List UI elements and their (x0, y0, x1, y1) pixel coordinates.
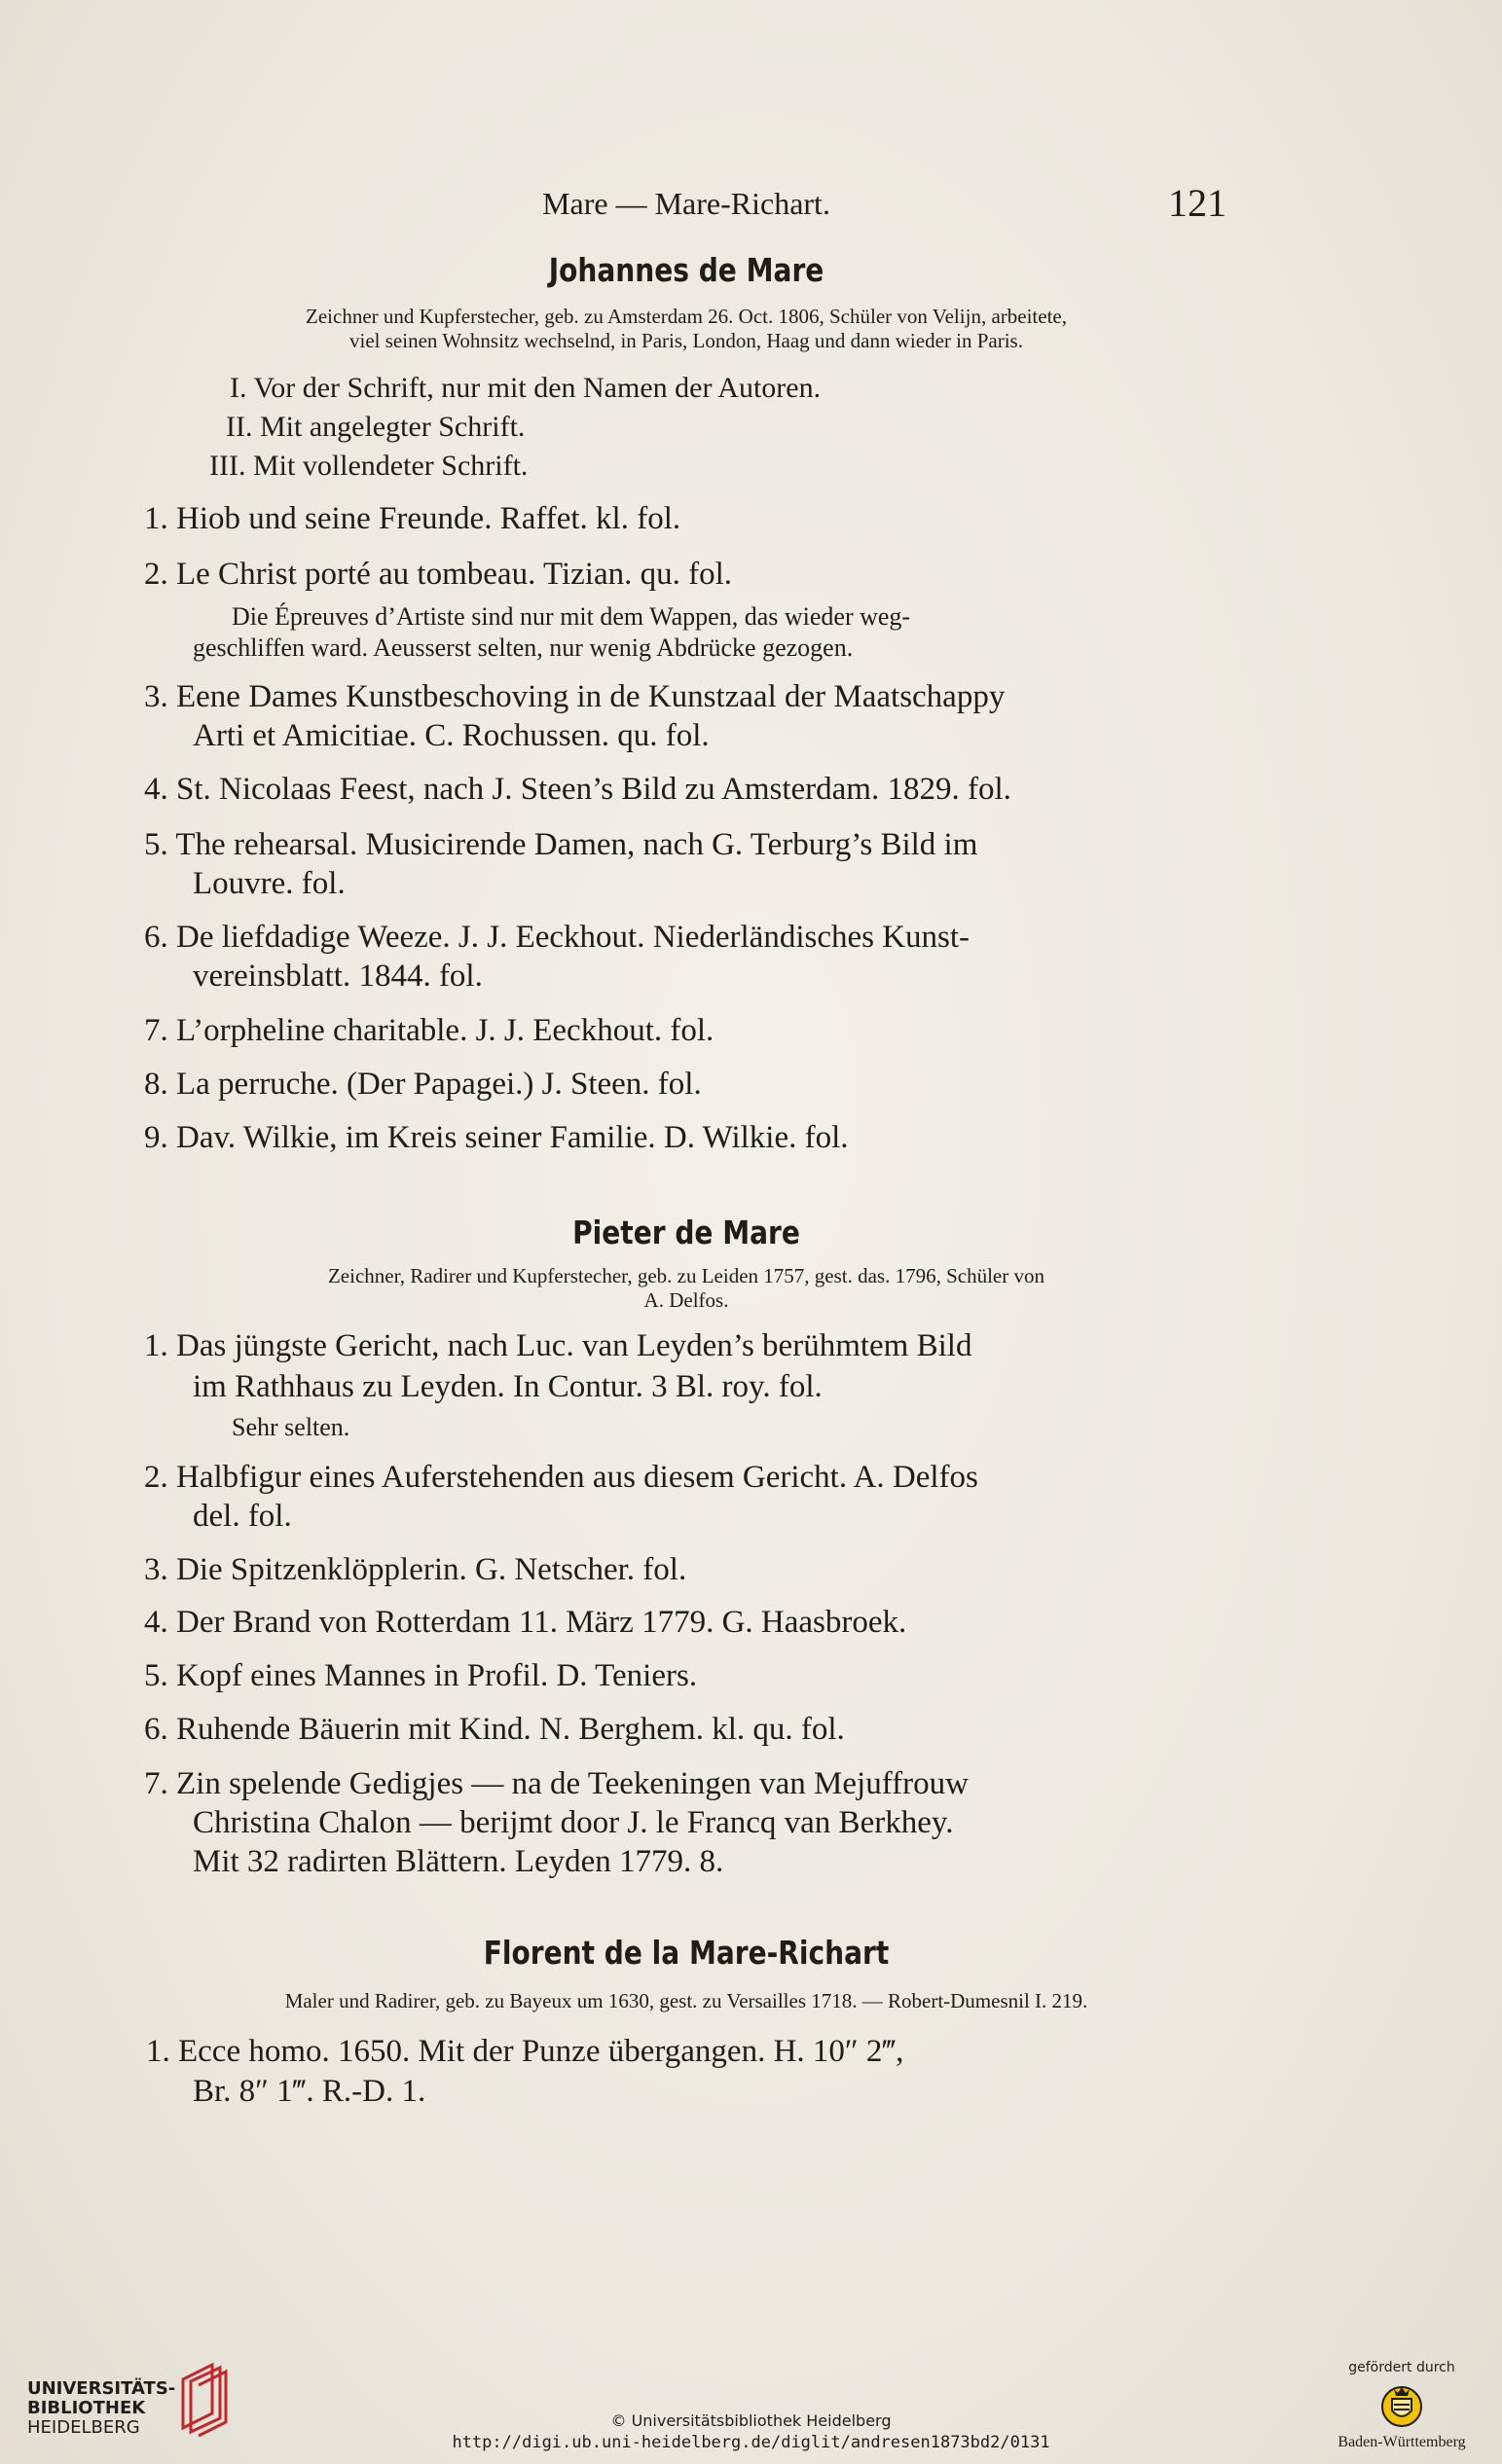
section-heading-florent: Florent de la Mare-Richart (483, 1934, 890, 1972)
catalogue-entry: 5. The rehearsal. Musicirende Damen, nach G. Terburg’s Bild im (144, 827, 978, 862)
catalogue-entry: 2. Halbfigur eines Auferstehenden aus diesem Gericht. A. Delfos (144, 1460, 978, 1495)
catalogue-entry: im Rathhaus zu Leyden. In Contur. 3 Bl. roy. fol. (193, 1369, 823, 1404)
funded-by-label: gefördert durch (1348, 2360, 1455, 2375)
bio-line: A. Delfos. (643, 1288, 729, 1312)
page-number: 121 (1168, 181, 1227, 225)
catalogue-entry: Louvre. fol. (193, 866, 346, 901)
bio-line: Zeichner und Kupferstecher, geb. zu Amsterdam 26. Oct. 1806, Schüler von Velijn, arbeitete, (306, 305, 1067, 328)
entry-note: geschliffen ward. Aeusserst selten, nur wenig Abdrücke gezogen. (193, 634, 854, 662)
catalogue-entry: 1. Ecce homo. 1650. Mit der Punze übergangen. H. 10″ 2‴, (146, 2034, 904, 2069)
state-name: Baden-Württemberg (1337, 2434, 1466, 2450)
state-line: II. Mit angelegter Schrift. (226, 411, 526, 443)
bio-line: viel seinen Wohnsitz wechselnd, in Paris, London, Haag und dann wieder in Paris. (349, 329, 1023, 352)
entry-note: Die Épreuves d’Artiste sind nur mit dem Wappen, das wieder weg- (232, 602, 911, 631)
catalogue-entry: 7. L’orpheline charitable. J. J. Eeckhout. fol. (144, 1013, 714, 1048)
bio-line: Zeichner, Radirer und Kupferstecher, geb. zu Leiden 1757, gest. das. 1796, Schüler von (327, 1264, 1044, 1287)
catalogue-entry: vereinsblatt. 1844. fol. (193, 959, 483, 994)
copyright-notice: © Universitätsbibliothek Heidelberg (610, 2411, 892, 2430)
catalogue-entry: 9. Dav. Wilkie, im Kreis seiner Familie. D. Wilkie. fol. (144, 1120, 849, 1155)
section-heading-pieter: Pieter de Mare (572, 1214, 800, 1251)
catalogue-entry: 6. Ruhende Bäuerin mit Kind. N. Berghem. kl. qu. fol. (144, 1712, 845, 1747)
state-line: III. Mit vollendeter Schrift. (209, 450, 529, 482)
catalogue-entry: 1. Das jüngste Gericht, nach Luc. van Leyden’s berühmtem Bild (144, 1328, 972, 1363)
catalogue-entry: 3. Eene Dames Kunstbeschoving in de Kunstzaal der Maatschappy (144, 679, 1006, 714)
running-title: Mare — Mare-Richart. (542, 186, 830, 221)
entry-note: Sehr selten. (232, 1413, 350, 1441)
catalogue-entry: Arti et Amicitiae. C. Rochussen. qu. fol. (193, 718, 710, 753)
state-line: I. Vor der Schrift, nur mit den Namen der Autoren. (230, 372, 822, 404)
catalogue-entry: 7. Zin spelende Gedigjes — na de Teekeningen van Mejuffrouw (144, 1766, 969, 1801)
running-head (146, 180, 1227, 229)
catalogue-entry: 8. La perruche. (Der Papagei.) J. Steen. fol. (144, 1067, 702, 1102)
catalogue-entry: del. fol. (193, 1499, 292, 1534)
permalink[interactable]: http://digi.ub.uni-heidelberg.de/diglit/andresen1873bd2/0131 (452, 2433, 1050, 2452)
catalogue-entry: 4. St. Nicolaas Feest, nach J. Steen’s Bild zu Amsterdam. 1829. fol. (144, 772, 1011, 807)
catalogue-entry: 1. Hiob und seine Freunde. Raffet. kl. fol. (144, 501, 681, 536)
catalogue-entry: Christina Chalon — berijmt door J. le Francq van Berkhey. (193, 1805, 954, 1840)
catalogue-entry: 3. Die Spitzenklöpplerin. G. Netscher. fol. (144, 1552, 687, 1587)
catalogue-entry: 2. Le Christ porté au tombeau. Tizian. qu. fol. (144, 557, 733, 592)
catalogue-entry: Mit 32 radirten Blättern. Leyden 1779. 8. (193, 1844, 724, 1879)
catalogue-entry: 6. De liefdadige Weeze. J. J. Eeckhout. Niederländisches Kunst- (144, 920, 971, 955)
funding-logo[interactable] (1314, 2360, 1489, 2457)
coat-of-arms-icon (1380, 2381, 1423, 2428)
library-name: UNIVERSITÄTS- BIBLIOTHEK HEIDELBERG (27, 2378, 176, 2438)
catalogue-entry: 4. Der Brand von Rotterdam 11. März 1779. G. Haasbroek. (144, 1605, 907, 1640)
catalogue-entry: Br. 8″ 1‴. R.-D. 1. (193, 2074, 426, 2109)
bio-line: Maler und Radirer, geb. zu Bayeux um 1630, gest. zu Versailles 1718. — Robert-Dumesnil I. 219. (284, 1989, 1088, 2012)
section-heading-johannes: Johannes de Mare (548, 251, 824, 289)
catalogue-entry: 5. Kopf eines Mannes in Profil. D. Teniers. (144, 1658, 698, 1693)
